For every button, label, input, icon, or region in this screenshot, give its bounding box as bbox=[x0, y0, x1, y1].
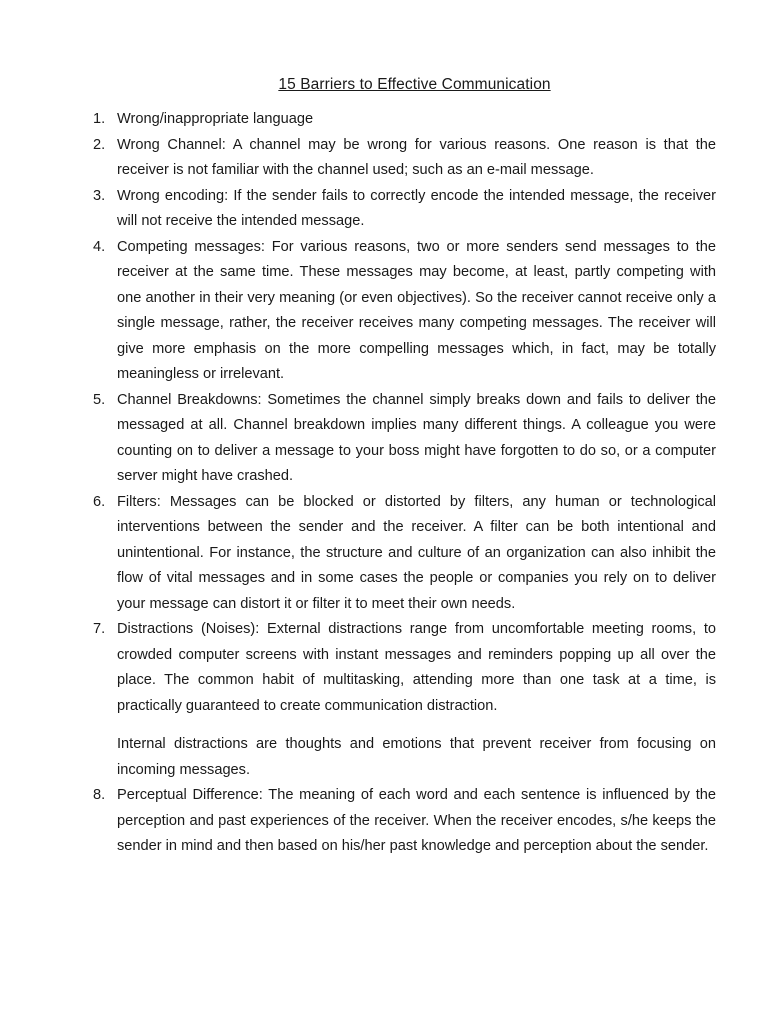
item-text: Perceptual Difference: The meaning of each word and each sentence is influenced by the perception and past experiences of the receiver. When the receiver encodes, s/he keeps the sender in mind and then based on his/her past knowledge and perception about the sender. bbox=[117, 787, 716, 854]
list-item bbox=[83, 388, 716, 490]
item-text: Competing messages: For various reasons, two or more senders send messages to the receiver at the same time. These messages may become, at least, partly competing with one another in their very meaning (or even objectives). So the receiver cannot receive only a single message, rather, the receiver receives many competing messages. The receiver will give more emphasis on the more compelling messages which, in fact, may be totally meaningless or irrelevant. bbox=[117, 238, 716, 382]
item-text: Channel Breakdowns: Sometimes the channel simply breaks down and fails to deliver the messaged at all. Channel breakdown implies many different things. A colleague you were counting on to deliver a message to your boss might have forgotten to do so, or a computer server might have crashed. bbox=[117, 391, 716, 484]
list-item bbox=[83, 107, 716, 133]
item-number: 2. bbox=[93, 136, 106, 153]
barrier-list bbox=[83, 107, 716, 860]
item-text: Wrong/inappropriate language bbox=[117, 111, 314, 127]
item-number: 8. bbox=[93, 787, 106, 803]
list-item bbox=[83, 490, 716, 618]
item-number: 5. bbox=[93, 391, 106, 408]
document-title: 15 Barriers to Effective Communication bbox=[278, 76, 551, 93]
list-item bbox=[83, 235, 716, 388]
item-number: 7. bbox=[93, 621, 106, 637]
item-text: Wrong Channel: A channel may be wrong for various reasons. One reason is that the receiver is not familiar with the channel used; such as an e-mail message. bbox=[117, 136, 716, 178]
item-extra-paragraph: Internal distractions are thoughts and emotions that prevent receiver from focusing on incoming messages. bbox=[117, 736, 716, 778]
item-number: 6. bbox=[93, 493, 106, 510]
item-number: 4. bbox=[93, 238, 106, 255]
item-number: 1. bbox=[93, 111, 106, 127]
item-text: Wrong encoding: If the sender fails to correctly encode the intended message, the receiver will not receive the intended message. bbox=[117, 187, 716, 229]
list-item bbox=[83, 617, 716, 783]
list-item bbox=[83, 184, 716, 235]
item-text: Distractions (Noises): External distractions range from uncomfortable meeting rooms, to crowded computer screens with instant messages and reminders popping up all over the place. The common habit of multitasking, attending more than one task at a time, is practically guaranteed to create communication distraction. bbox=[117, 621, 716, 714]
list-item bbox=[83, 133, 716, 184]
list-item bbox=[83, 783, 716, 860]
item-number: 3. bbox=[93, 187, 106, 204]
item-text: Filters: Messages can be blocked or distorted by filters, any human or technological interventions between the sender and the receiver. A filter can be both intentional and unintentional. For instance, the structure and culture of an organization can also inhibit the flow of vital messages and in some cases the people or companies you rely on to deliver your message can distort it or filter it to meet their own needs. bbox=[117, 493, 716, 612]
